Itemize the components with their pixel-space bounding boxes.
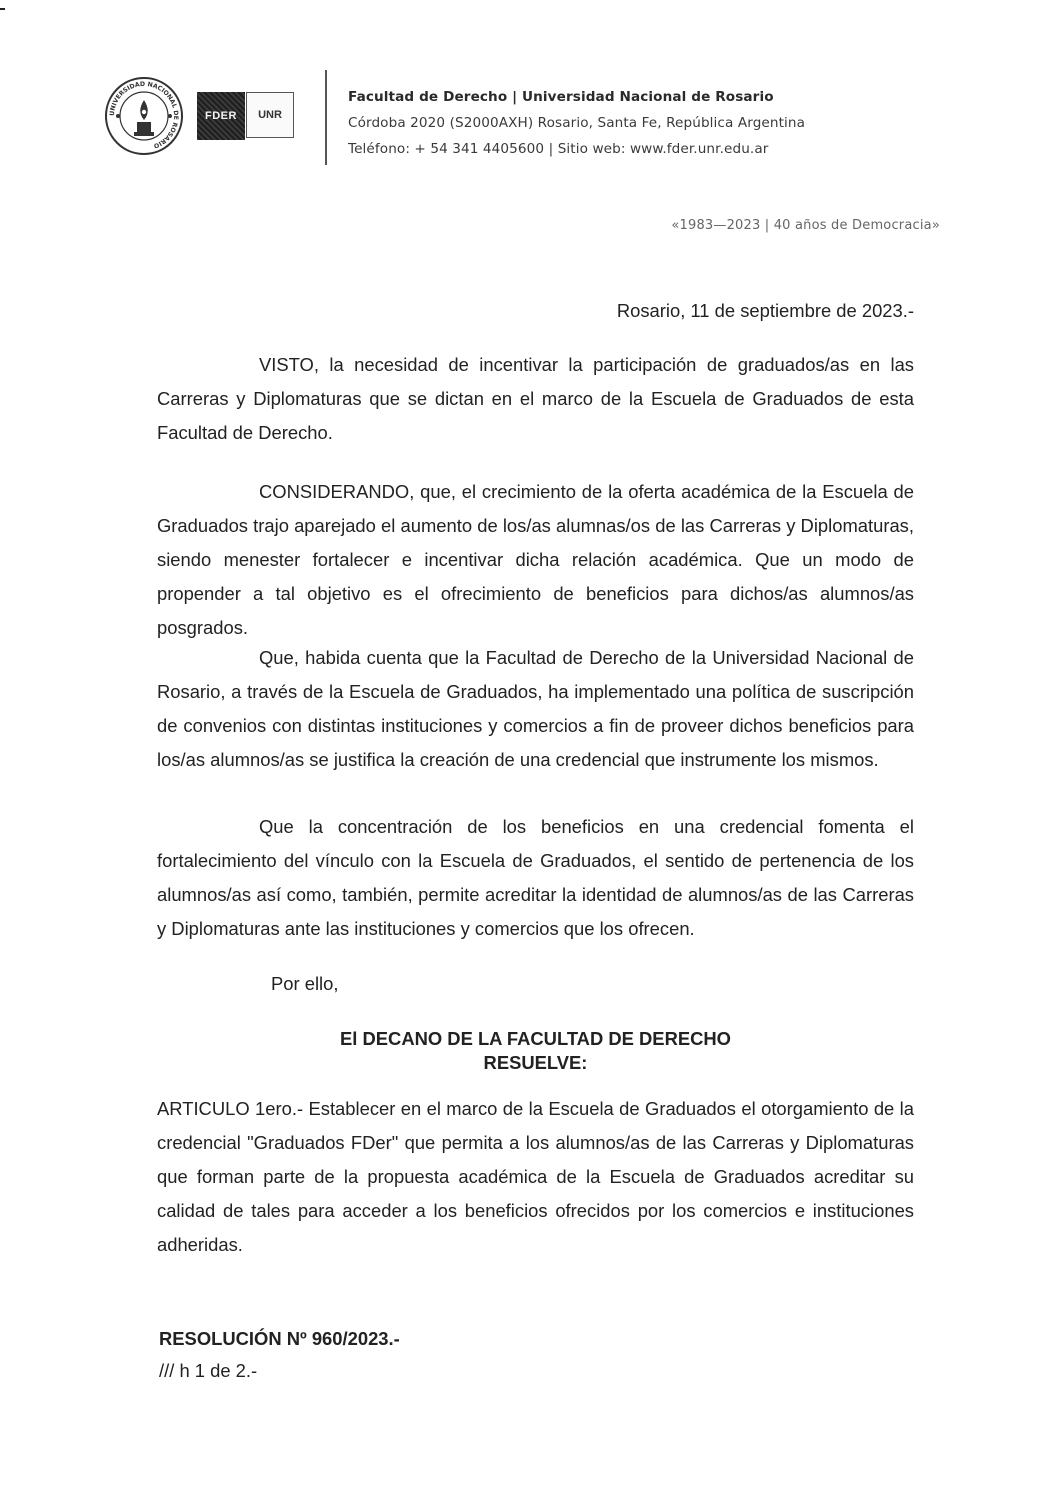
commemorative-motto: «1983—2023 | 40 años de Democracia» [671,218,940,233]
letterhead-info [348,84,908,162]
svg-text:UNIVERSIDAD NACIONAL DE ROSARI: UNIVERSIDAD NACIONAL DE ROSARIO [108,80,180,150]
por-ello: Por ello, [271,973,339,994]
page-counter: /// h 1 de 2.- [159,1360,258,1381]
scan-artifact [0,8,5,10]
header-divider [325,70,327,165]
institution-name: Facultad de Derecho | Universidad Nacional de Rosario [348,89,774,105]
paragraph-visto: VISTO, la necesidad de incentivar la participación de graduados/as en las Carreras y Diplomaturas que se dictan en el marco de la Escuela de Graduados de esta Facultad de Derecho. [157,354,914,443]
institution-address: Córdoba 2020 (S2000AXH) Rosario, Santa Fe, República Argentina [348,115,806,131]
resolution-number: RESOLUCIÓN Nº 960/2023.- [159,1328,400,1349]
unr-logo: UNR [246,92,294,138]
articulo-1: ARTICULO 1ero.- Establecer en el marco de la Escuela de Graduados el otorgamiento de la credencial "Graduados FDer" que permita a los alumnos/as de las Carreras y Diplomaturas que forman parte de la propuesta académica de la Escuela de Graduados acreditar su calidad de tales para acceder a los beneficios ofrecidos por los comercios e instituciones adheridas. [157,1098,914,1255]
date-line: Rosario, 11 de septiembre de 2023.- [616,300,914,321]
paragraph-que-2: Que la concentración de los beneficios en una credencial fomenta el fortalecimiento del vínculo con la Escuela de Graduados, el sentido de pertenencia de los alumnos/as así como, también, permite acreditar la identidad de alumnos/as de las Carreras y Diplomaturas ante las instituciones y comercios que los ofrecen. [157,816,914,939]
fder-logo: FDER [197,92,245,140]
paragraph-considerando: CONSIDERANDO, que, el crecimiento de la oferta académica de la Escuela de Graduados trajo aparejado el aumento de los/as alumnas/os de las Carreras y Diplomaturas, siendo menester fortalecer e incentivar dicha relación académica. Que un modo de propender a tal objetivo es el ofrecimiento de beneficios para dichos/as alumnos/as posgrados. [157,481,914,638]
resolve-heading-line-1: El DECANO DE LA FACULTAD DE DERECHO [340,1028,731,1049]
resolve-heading [157,1027,914,1075]
resolve-heading-line-2: RESUELVE: [483,1052,588,1073]
university-seal-icon [104,76,184,156]
institution-contact: Teléfono: + 54 341 4405600 | Sitio web: www.fder.unr.edu.ar [348,141,769,157]
paragraph-que-1: Que, habida cuenta que la Facultad de Derecho de la Universidad Nacional de Rosario, a través de la Escuela de Graduados, ha implementado una política de suscripción de convenios con distintas instituciones y comercios a fin de proveer dichos beneficios para los/as alumnos/as se justifica la creación de una credencial que instrumente los mismos. [157,647,914,770]
